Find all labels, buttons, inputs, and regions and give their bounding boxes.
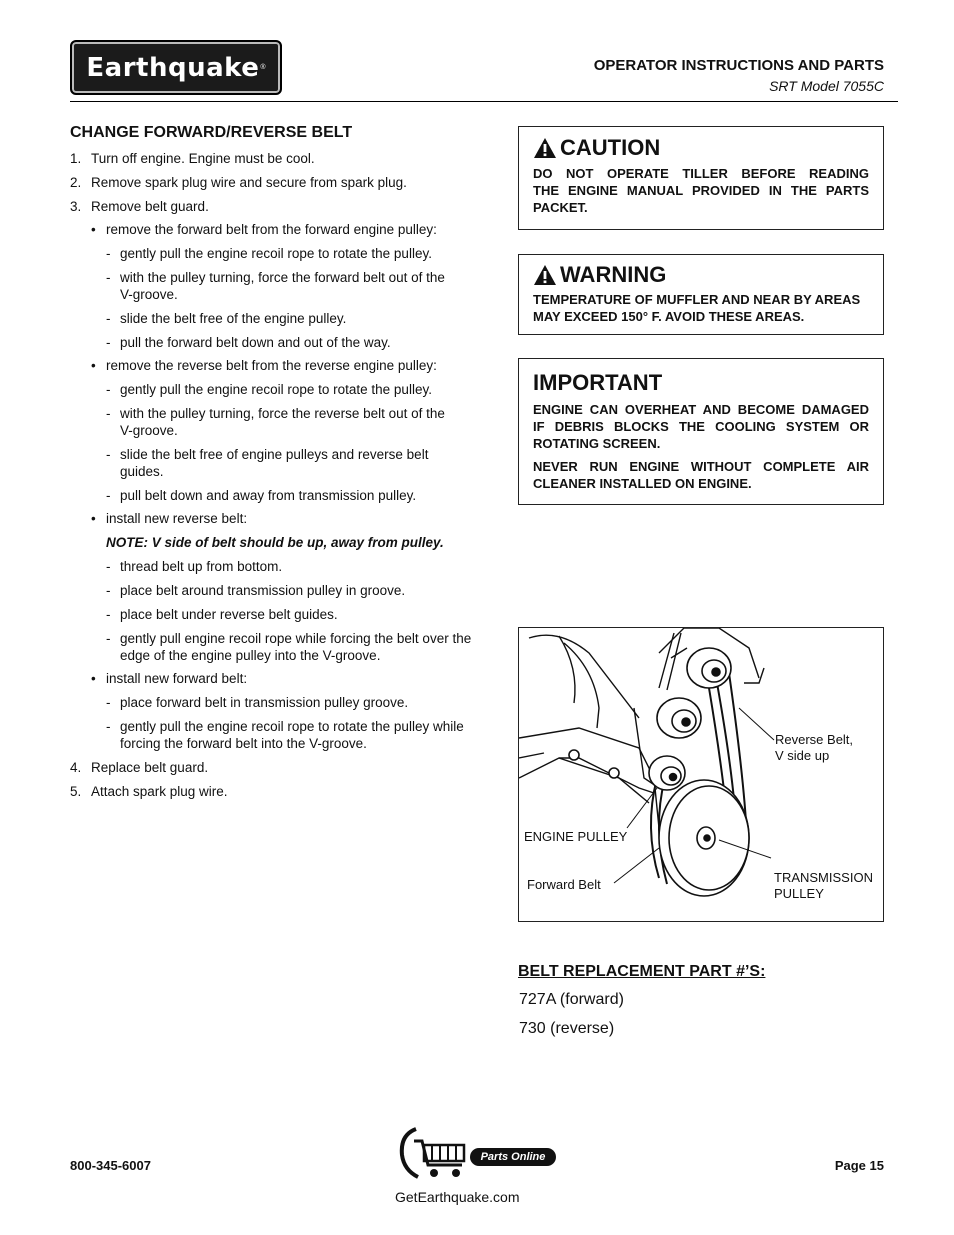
part-reverse: 730 (reverse) bbox=[519, 1020, 615, 1037]
dash-mark: - bbox=[106, 311, 111, 326]
substep-cont: forcing the forward belt into the V-groove. bbox=[120, 736, 367, 751]
bullet-install-reverse: install new reverse belt: bbox=[106, 511, 248, 526]
warning-text: TEMPERATURE OF MUFFLER AND NEAR BY AREAS MAY EXCEED 150° F. AVOID THESE AREAS. bbox=[533, 292, 861, 324]
substep-cont: V-groove. bbox=[120, 287, 178, 302]
dash-mark: - bbox=[106, 246, 111, 261]
belt-diagram bbox=[518, 627, 884, 922]
substep: pull belt down and away from transmission pulley. bbox=[120, 488, 417, 503]
substep: slide the belt free of engine pulleys and reverse belt bbox=[120, 447, 429, 462]
website-url: GetEarthquake.com bbox=[395, 1189, 520, 1205]
important-heading: IMPORTANT bbox=[533, 370, 663, 395]
registered-mark: ® bbox=[260, 64, 266, 71]
dash-mark: - bbox=[106, 270, 111, 285]
note: NOTE: V side of belt should be up, away from pulley. bbox=[106, 535, 444, 550]
part-forward: 727A (forward) bbox=[519, 991, 624, 1008]
dash-mark: - bbox=[106, 447, 111, 462]
document-title: OPERATOR INSTRUCTIONS AND PARTS bbox=[593, 57, 884, 74]
substep: pull the forward belt down and out of the way. bbox=[120, 335, 391, 350]
step-3: 3. Remove belt guard. bbox=[70, 199, 209, 214]
substep-cont: V-groove. bbox=[120, 423, 178, 438]
section-title: CHANGE FORWARD/REVERSE BELT bbox=[70, 124, 353, 141]
substep-cont: edge of the engine pulley into the V-groove. bbox=[120, 648, 381, 663]
label-forward-belt: Forward Belt bbox=[527, 877, 601, 892]
label-engine-pulley: ENGINE PULLEY bbox=[524, 829, 628, 844]
substep: place forward belt in transmission pulley groove. bbox=[120, 695, 409, 710]
step-5: 5. Attach spark plug wire. bbox=[70, 784, 228, 799]
dash-mark: - bbox=[106, 631, 111, 646]
header-divider bbox=[70, 101, 898, 102]
step-4: 4. Replace belt guard. bbox=[70, 760, 209, 775]
step-1: 1. Turn off engine. Engine must be cool. bbox=[70, 151, 315, 166]
dash-mark: - bbox=[106, 382, 111, 397]
dash-mark: - bbox=[106, 488, 111, 503]
label-reverse-belt: Reverse Belt, V side up bbox=[775, 732, 854, 763]
dash-mark: - bbox=[106, 406, 111, 421]
parts-title: BELT REPLACEMENT PART #’S: bbox=[518, 963, 766, 980]
bullet-mark: • bbox=[91, 358, 96, 373]
bullet-install-forward: install new forward belt: bbox=[106, 671, 248, 686]
caution-text: DO NOT OPERATE TILLER BEFORE READING THE ENGINE MANUAL PROVIDED IN THE PARTS PACKET. bbox=[533, 166, 869, 215]
important-text: ENGINE CAN OVERHEAT AND BECOME DAMAGED IF DEBRIS BLOCKS THE COOLING SYSTEM OR ROTATING SCREEN. NEVER RUN ENGINE WITHOUT COMPLETE AIR CLEANER INSTALLED ON ENGINE. bbox=[533, 402, 869, 491]
warning-triangle-icon bbox=[533, 264, 557, 286]
page-number: Page 15 bbox=[834, 1158, 884, 1173]
warning-triangle-icon bbox=[533, 137, 557, 159]
bullet-mark: • bbox=[91, 511, 96, 526]
dash-mark: - bbox=[106, 719, 111, 734]
label-transmission-pulley: TRANSMISSION PULLEY bbox=[774, 870, 873, 901]
warning-heading: WARNING bbox=[533, 262, 666, 288]
substep: gently pull the engine recoil rope to rotate the pulley. bbox=[120, 246, 432, 261]
dash-mark: - bbox=[106, 335, 111, 350]
caution-box bbox=[518, 126, 884, 230]
bullet-mark: • bbox=[91, 222, 96, 237]
dash-mark: - bbox=[106, 607, 111, 622]
brand-name: Earthquake bbox=[86, 52, 260, 83]
substep: gently pull engine recoil rope while forcing the belt over the bbox=[120, 631, 472, 646]
substep-cont: guides. bbox=[120, 464, 164, 479]
dash-mark: - bbox=[106, 583, 111, 598]
bullet-remove-forward: remove the forward belt from the forward engine pulley: bbox=[106, 222, 437, 237]
step-2: 2. Remove spark plug wire and secure from spark plug. bbox=[70, 175, 407, 190]
warning-box bbox=[518, 254, 884, 335]
substep: with the pulley turning, force the forward belt out of the bbox=[120, 270, 445, 285]
caution-heading: CAUTION bbox=[533, 135, 660, 161]
substep: thread belt up from bottom. bbox=[120, 559, 283, 574]
cart-icon bbox=[396, 1125, 476, 1181]
substep: slide the belt free of the engine pulley. bbox=[120, 311, 347, 326]
substep: with the pulley turning, force the reverse belt out of the bbox=[120, 406, 445, 421]
important-box bbox=[518, 358, 884, 505]
substep: gently pull the engine recoil rope to rotate the pulley while bbox=[120, 719, 464, 734]
bullet-mark: • bbox=[91, 671, 96, 686]
phone-number: 800-345-6007 bbox=[70, 1158, 151, 1173]
bullet-remove-reverse: remove the reverse belt from the reverse engine pulley: bbox=[106, 358, 437, 373]
substep: gently pull the engine recoil rope to rotate the pulley. bbox=[120, 382, 432, 397]
dash-mark: - bbox=[106, 695, 111, 710]
brand-logo bbox=[70, 40, 282, 95]
parts-online-badge: Parts Online bbox=[470, 1148, 556, 1166]
substep: place belt around transmission pulley in groove. bbox=[120, 583, 406, 598]
substep: place belt under reverse belt guides. bbox=[120, 607, 338, 622]
model-name: SRT Model 7055C bbox=[769, 78, 884, 94]
dash-mark: - bbox=[106, 559, 111, 574]
